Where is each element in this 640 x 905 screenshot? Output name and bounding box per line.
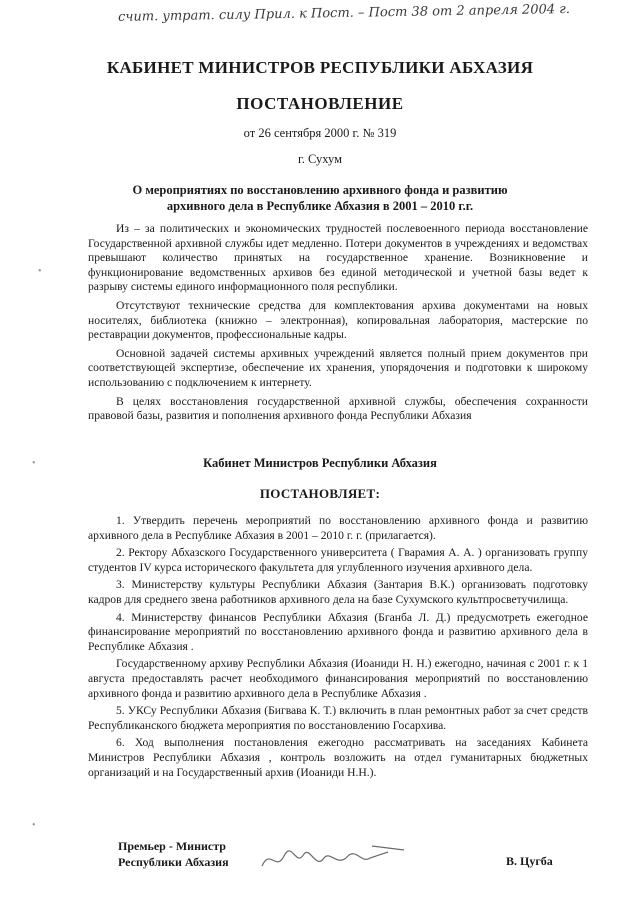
handwritten-signature-icon (258, 838, 408, 883)
date-number-line: от 26 сентября 2000 г. № 319 (243, 126, 397, 140)
resolution-item: Государственному архиву Республики Абхазия (Иоаниди Н. Н.) ежегодно, начиная с 2001 г. к 1 августа предоставлять расчет необходимого финансирования мероприятий по восстановлению архивного фонда и развитию архивного дела в Республике Абхазия . (88, 657, 588, 700)
resolution-item: 4. Министерству финансов Республики Абхазия (Бганба Л. Д.) предусмотреть ежегодное финансирование мероприятий по восстановлению архивного фонда и развитию архивного дела в Республике Абхазия . (88, 610, 588, 653)
resolution-items (88, 514, 588, 783)
position-line-1: Премьер - Министр (118, 839, 226, 853)
cabinet-line: Кабинет Министров Республики Абхазия (203, 456, 437, 470)
preamble (88, 222, 588, 428)
preamble-paragraph: Основной задачей системы архивных учреждений является полный прием документов при соответствующей экспертизе, обеспечение их хранения, упорядочения и подготовки к широкому использованию с подключением к интернету. (88, 346, 588, 389)
preamble-paragraph: Отсутствуют технические средства для комплектования архива документами на новых носителях, библиотека (книжно – электронная), копировальная лаборатория, мастерские по реставрации документов, профессиональные кадры. (88, 298, 588, 342)
resolution-item: 3. Министерству культуры Республики Абхазия (Зантария В.К.) организовать подготовку кадров для среднего звена работников архивного дела на базе Сухумского культпросветучилища. (88, 578, 588, 606)
margin-mark: • (38, 266, 42, 277)
signatory-position (118, 838, 229, 870)
document-type: ПОСТАНОВЛЕНИЕ (236, 94, 404, 113)
resolution-item: 1. Утвердить перечень мероприятий по восстановлению архивного фонда и развитию архивного дела в Республике Абхазия в 2001 – 2010 г. г. (прилагается). (88, 514, 588, 542)
city-line: г. Сухум (297, 152, 342, 166)
resolves-heading: ПОСТАНОВЛЯЕТ: (259, 486, 381, 501)
margin-mark: • (32, 820, 36, 831)
organization-title: КАБИНЕТ МИНИСТРОВ РЕСПУБЛИКИ АБХАЗИЯ (106, 58, 534, 77)
signer-name: В. Цугба (506, 854, 553, 868)
preamble-paragraph: В целях восстановления государственной архивной службы, обеспечения сохранности правовой базы, развития и пополнения архивного фонда Республики Абхазия (88, 394, 588, 423)
handwritten-annotation: счит. утрат. силу Прил. к Пост. – Пост 38 от 2 апреля 2004 г. (117, 1, 571, 25)
preamble-paragraph: Из – за политических и экономических трудностей послевоенного периода восстановление Государственной архивной службы идет медленно. Потери документов в учреждениях и ведомствах превышают количество принятых на государственное хранение. Возникновение и функционирование ведомственных архивов без единой методической и учетной базы ведет к разрыву системы единого информационного поля республики. (88, 222, 588, 294)
document-subject: О мероприятиях по восстановлению архивного фонда и развитию архивного дела в Республике Абхазия в 2001 – 2010 г.г. (132, 183, 508, 213)
resolution-item: 2. Ректору Абхазского Государственного университета ( Гварамия А. А. ) организовать группу студентов IV курса исторического факультета для углубленного изучения архивного дела. (88, 546, 588, 574)
resolution-item: 5. УКСу Республики Абхазия (Бигвава К. Т.) включить в план ремонтных работ за счет средств Республиканского бюджета мероприятия по восстановлению Госархива. (88, 704, 588, 732)
margin-mark: • (32, 458, 36, 469)
position-line-2: Республики Абхазия (118, 855, 229, 869)
resolution-item: 6. Ход выполнения постановления ежегодно рассматривать на заседаниях Кабинета Министров Республики Абхазия , контроль возложить на отдел гуманитарных бюджетных организаций и на Государственный архив (Иоаниди Н.Н.). (88, 736, 588, 779)
